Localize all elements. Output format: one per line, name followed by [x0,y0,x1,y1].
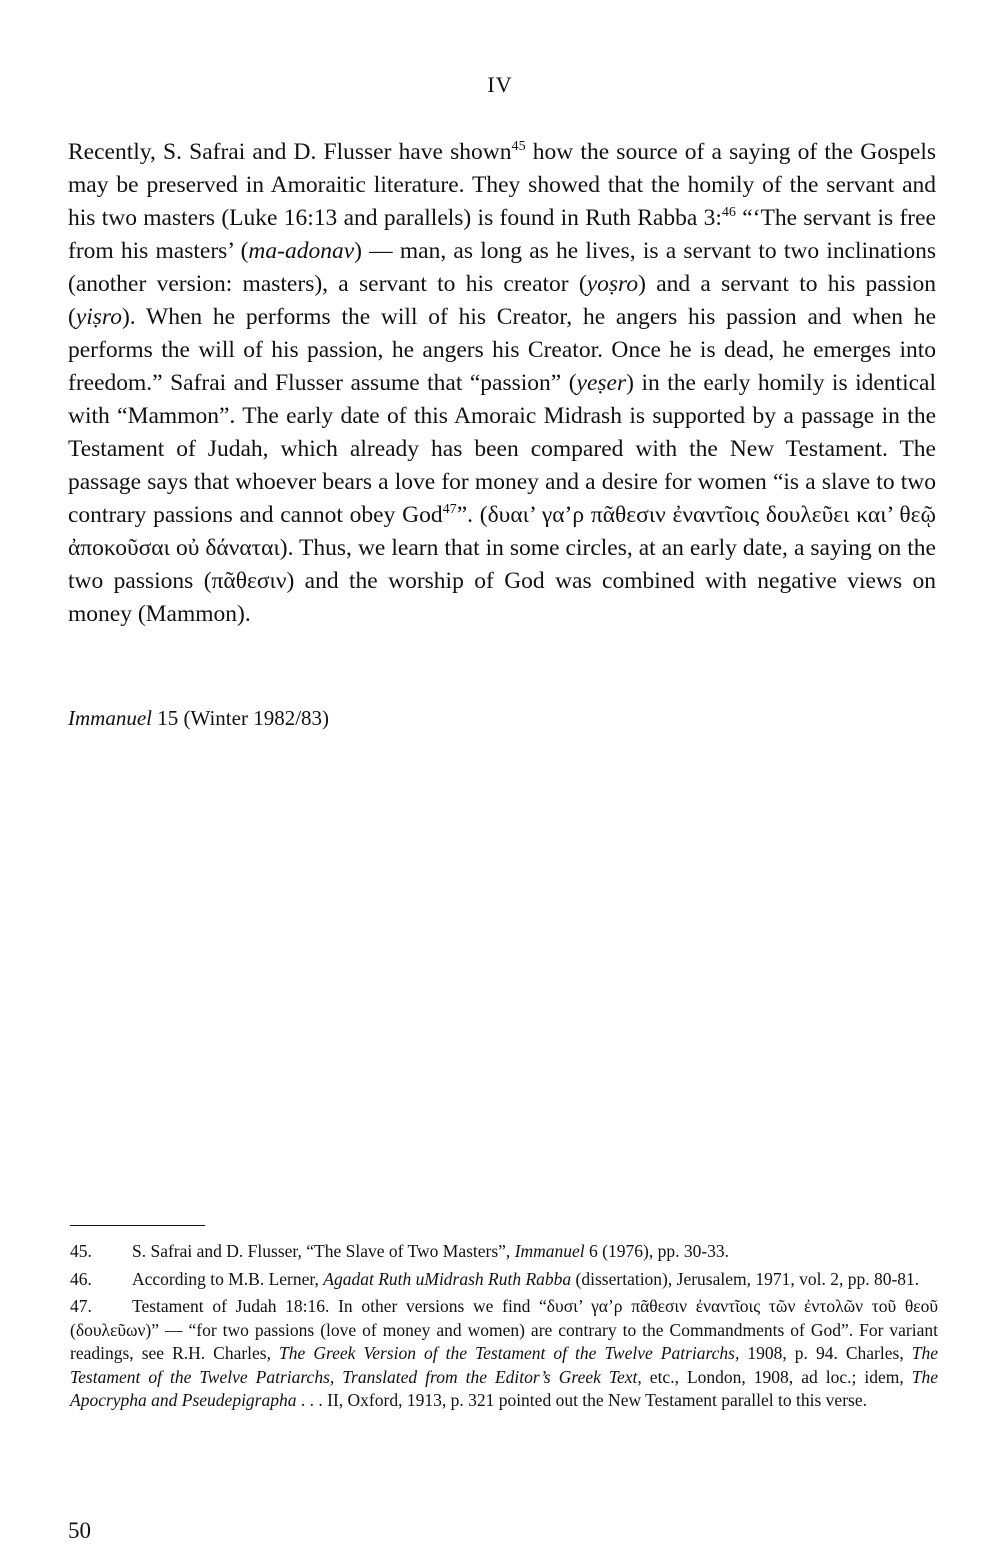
text-run: Testament of Judah 18:16. In other versions we find “δυσι’ γα’ρ πᾶθεσιν ἐναντῖοις τῶν ἐντολῶν τοῦ θεοῦ (δουλεῦων)” — “for two passions (love of money and women) are contrary to the Commandments of God”. For variant readings, see R.H. Charles, [70,1296,938,1363]
footnote-number: 46. [70,1268,92,1289]
footnote-ref: 45 [511,138,526,155]
section-heading: IV [487,72,513,97]
text-run: etc., London, 1908, ad loc.; idem, [641,1366,912,1387]
text-run: ) — man, as long as he lives, is a servant to two inclinations (another version: masters), a servant to his creator ( [68,238,936,297]
text-run: According to M.B. Lerner, [132,1268,324,1289]
text-run: S. Safrai and D. Flusser, “The Slave of Two Masters”, [132,1241,515,1261]
text-run: (dissertation), Jerusalem, 1971, vol. 2, pp. 80-81. [571,1268,920,1289]
footnote [70,1268,938,1292]
footnote-ref: 46 [721,204,736,221]
body-paragraph [68,136,936,631]
main-text [68,136,936,631]
footnotes [70,1240,938,1417]
italic-text: Agadat Ruth uMidrash Ruth Rabba [323,1268,572,1289]
italic-text: ma-adonav [248,238,355,264]
text-run: “‘The servant is free from his masters’ ( [68,205,936,264]
italic-text: yoṣro [586,271,639,297]
text-run: 6 (1976), pp. 30-33. [584,1241,730,1261]
footnote [70,1295,938,1413]
italic-text: Immanuel [68,706,152,730]
text-run: ) and a servant to his passion ( [68,271,936,330]
text-run: ) in the early homily is identical with “Mammon”. The early date of this Amoraic Midrash is supported by a passage in the Testament of Judah, which already has been compared with the New Testament. The passage says that whoever bears a love for money and a desire for women “is a slave to two contrary passions and cannot obey God [68,370,937,528]
text-run: ”. (δυαι’ γα’ρ πᾶθεσιν ἐναντῖοις δουλεῦει και’ θεῷ ἀποκοῦσαι οὐ δάναται). Thus, we learn that in some circles, at an early date, a saying on the two passions (πᾶθεσιν) and the worship of God was combined with negative views on money (Mammon). [68,502,936,627]
footnote [70,1240,938,1264]
text-run: . . . II, Oxford, 1913, p. 321 pointed out the New Testament parallel to this verse. [296,1390,867,1410]
italic-text: The Greek Version of the Testament of the Twelve Patriarchs, [279,1343,740,1363]
text-run: 15 (Winter 1982/83) [151,706,330,730]
italic-text: yeṣer [576,370,627,396]
footnote-number: 47. [70,1296,92,1316]
source-citation [68,706,329,731]
italic-text: The Apocrypha and Pseudepigrapha [70,1366,938,1410]
text-run: Recently, S. Safrai and D. Flusser have shown [68,139,512,165]
footnote-separator [70,1225,205,1226]
italic-text: yiṣro [75,304,122,330]
text-run: how the source of a saying of the Gospels may be preserved in Amoraitic literature. They showed that the homily of the servant and his two masters (Luke 16:13 and parallels) is found in Ruth Rabba 3: [68,139,937,231]
italic-text: The Testament of the Twelve Patriarchs, Translated from the Editor’s Greek Text, [70,1343,938,1387]
footnote-number: 45. [70,1241,92,1261]
footnote-ref: 47 [442,501,457,518]
italic-text: Immanuel [514,1241,585,1261]
text-run: ). When he performs the will of his Creator, he angers his passion and when he performs the will of his passion, he angers his Creator. Once he is dead, he emerges into freedom.” Safrai and Flusser assume that “passion” ( [68,304,936,396]
text-run: 1908, p. 94. Charles, [739,1343,912,1363]
page-number: 50 [68,1518,91,1543]
